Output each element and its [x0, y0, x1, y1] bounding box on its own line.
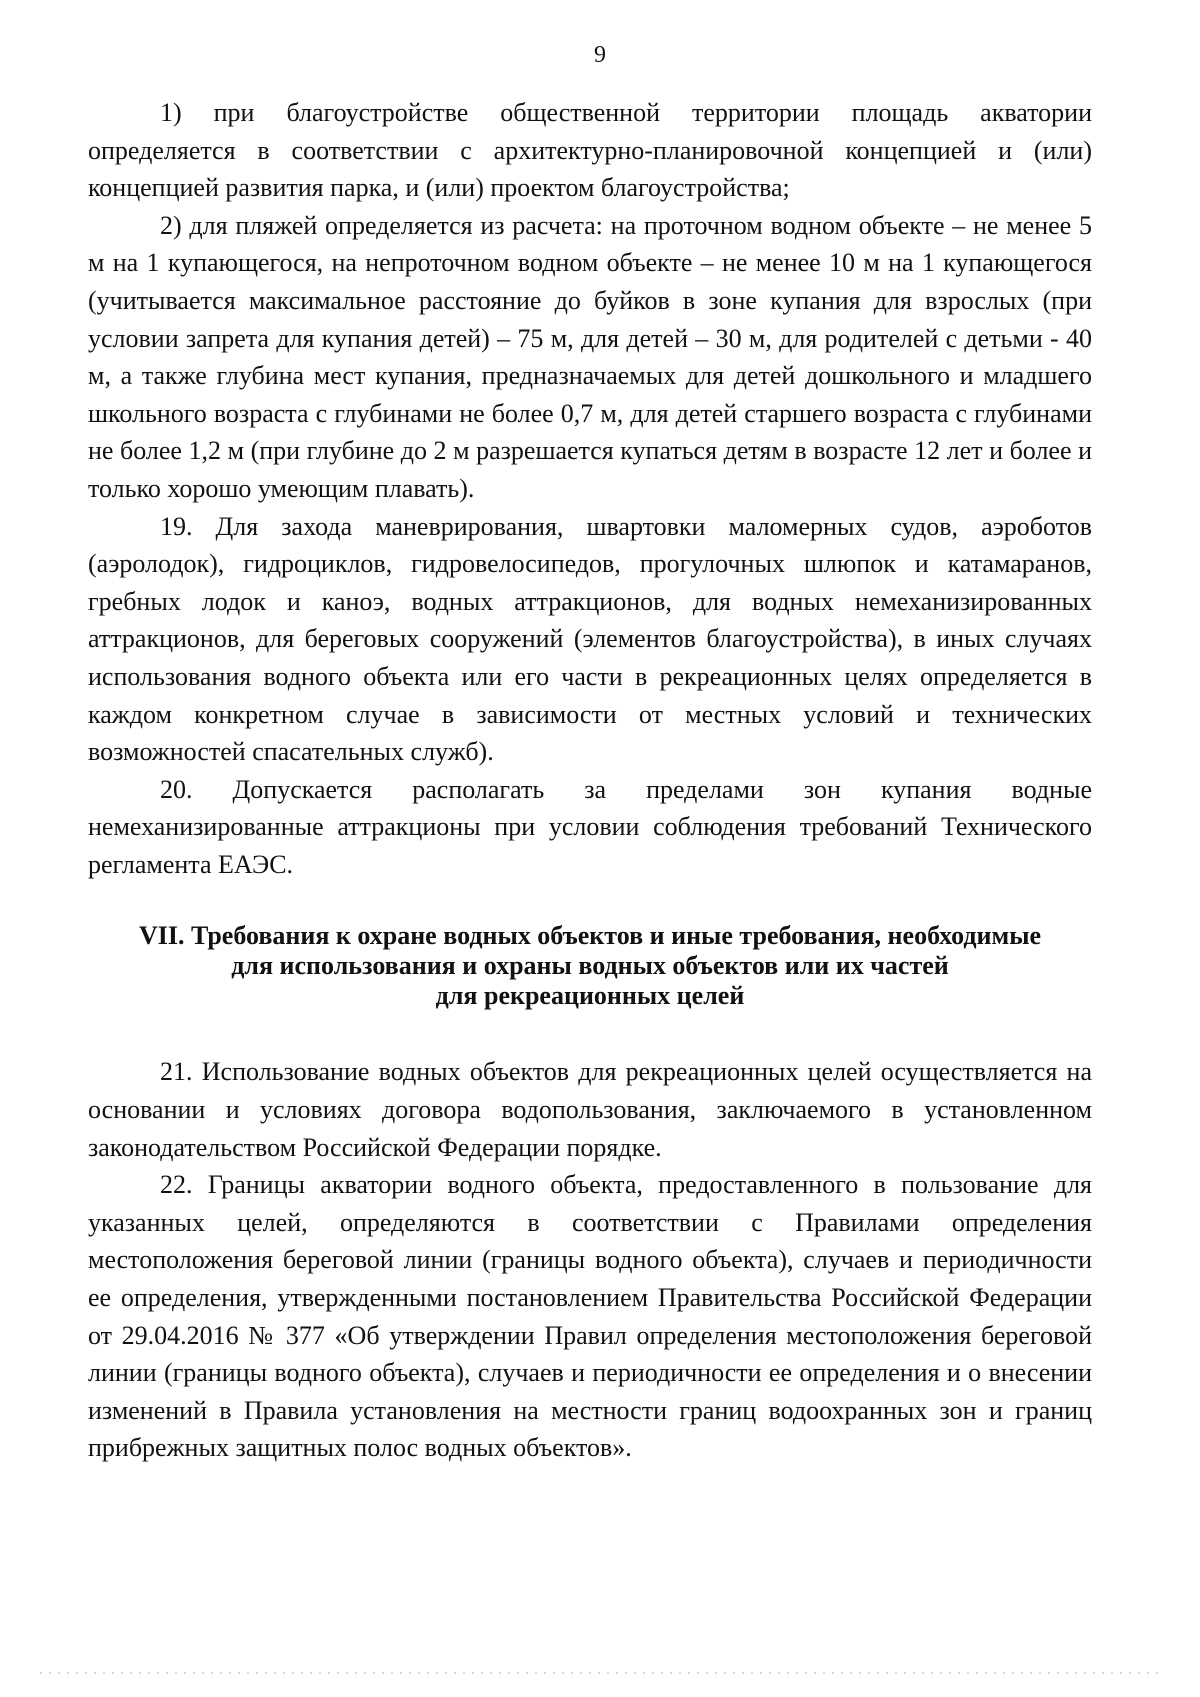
section-heading-vii: [88, 921, 1092, 1011]
section-heading-line-3: для рекреационных целей: [435, 981, 745, 1011]
document-body: [88, 94, 1092, 1467]
section-heading-line-1: VII. Требования к охране водных объектов и иные требования, необходимые: [138, 921, 1042, 951]
page-number: 9: [594, 42, 606, 68]
scan-artifact-dots: [40, 1672, 1160, 1674]
section-heading-line-2: для использования и охраны водных объектов или их частей: [231, 951, 949, 981]
paragraph-point-21: 21. Использование водных объектов для рекреационных целей осуществляется на основании и условиях договора водопользования, заключаемого в установленном законодательством Российской Федерации порядке.: [88, 1057, 1092, 1162]
paragraph-point-20: 20. Допускается располагать за пределами зон купания водные немеханизированные аттракционы при условии соблюдения требований Технического регламента ЕАЭС.: [88, 774, 1092, 879]
paragraph-item-2: 2) для пляжей определяется из расчета: на проточном водном объекте – не менее 5 м на 1 купающегося, на непроточном водном объекте – не менее 10 м на 1 купающегося (учитывается максимальное расстояние до буйков в зоне купания для взрослых (при условии запрета для купания детей) – 75 м, для детей – 30 м, для родителей с детьми - 40 м, а также глубина мест купания, предназначаемых для детей дошкольного и младшего школьного возраста с глубинами не более 0,7 м, для детей старшего возраста с глубинами не более 1,2 м (при глубине до 2 м разрешается купаться детям в возрасте 12 лет и более и только хорошо умеющим плавать).: [88, 210, 1092, 503]
paragraph-point-19: 19. Для захода маневрирования, швартовки маломерных судов, аэроботов (аэролодок), гидроциклов, гидровелосипедов, прогулочных шлюпок и катамаранов, гребных лодок и каноэ, водных аттракционов, для водных немеханизированных аттракционов, для береговых сооружений (элементов благоустройства), в иных случаях использования водного объекта или его части в рекреационных целях определяется в каждом конкретном случае в зависимости от местных условий и технических возможностей спасательных служб).: [88, 511, 1092, 767]
paragraph-point-22: 22. Границы акватории водного объекта, предоставленного в пользование для указанных целей, определяются в соответствии с Правилами определения местоположения береговой линии (границы водного объекта), случаев и периодичности ее определения, утвержденными постановлением Правительства Российской Федерации от 29.04.2016 № 377 «Об утверждении Правил определения местоположения береговой линии (границы водного объекта), случаев и периодичности ее определения и о внесении изменений в Правила установления на местности границ водоохранных зон и границ прибрежных защитных полос водных объектов».: [88, 1170, 1092, 1463]
paragraph-item-1: 1) при благоустройстве общественной территории площадь акватории определяется в соответствии с архитектурно-планировочной концепцией и (или) концепцией развития парка, и (или) проектом благоустройства;: [88, 98, 1092, 203]
